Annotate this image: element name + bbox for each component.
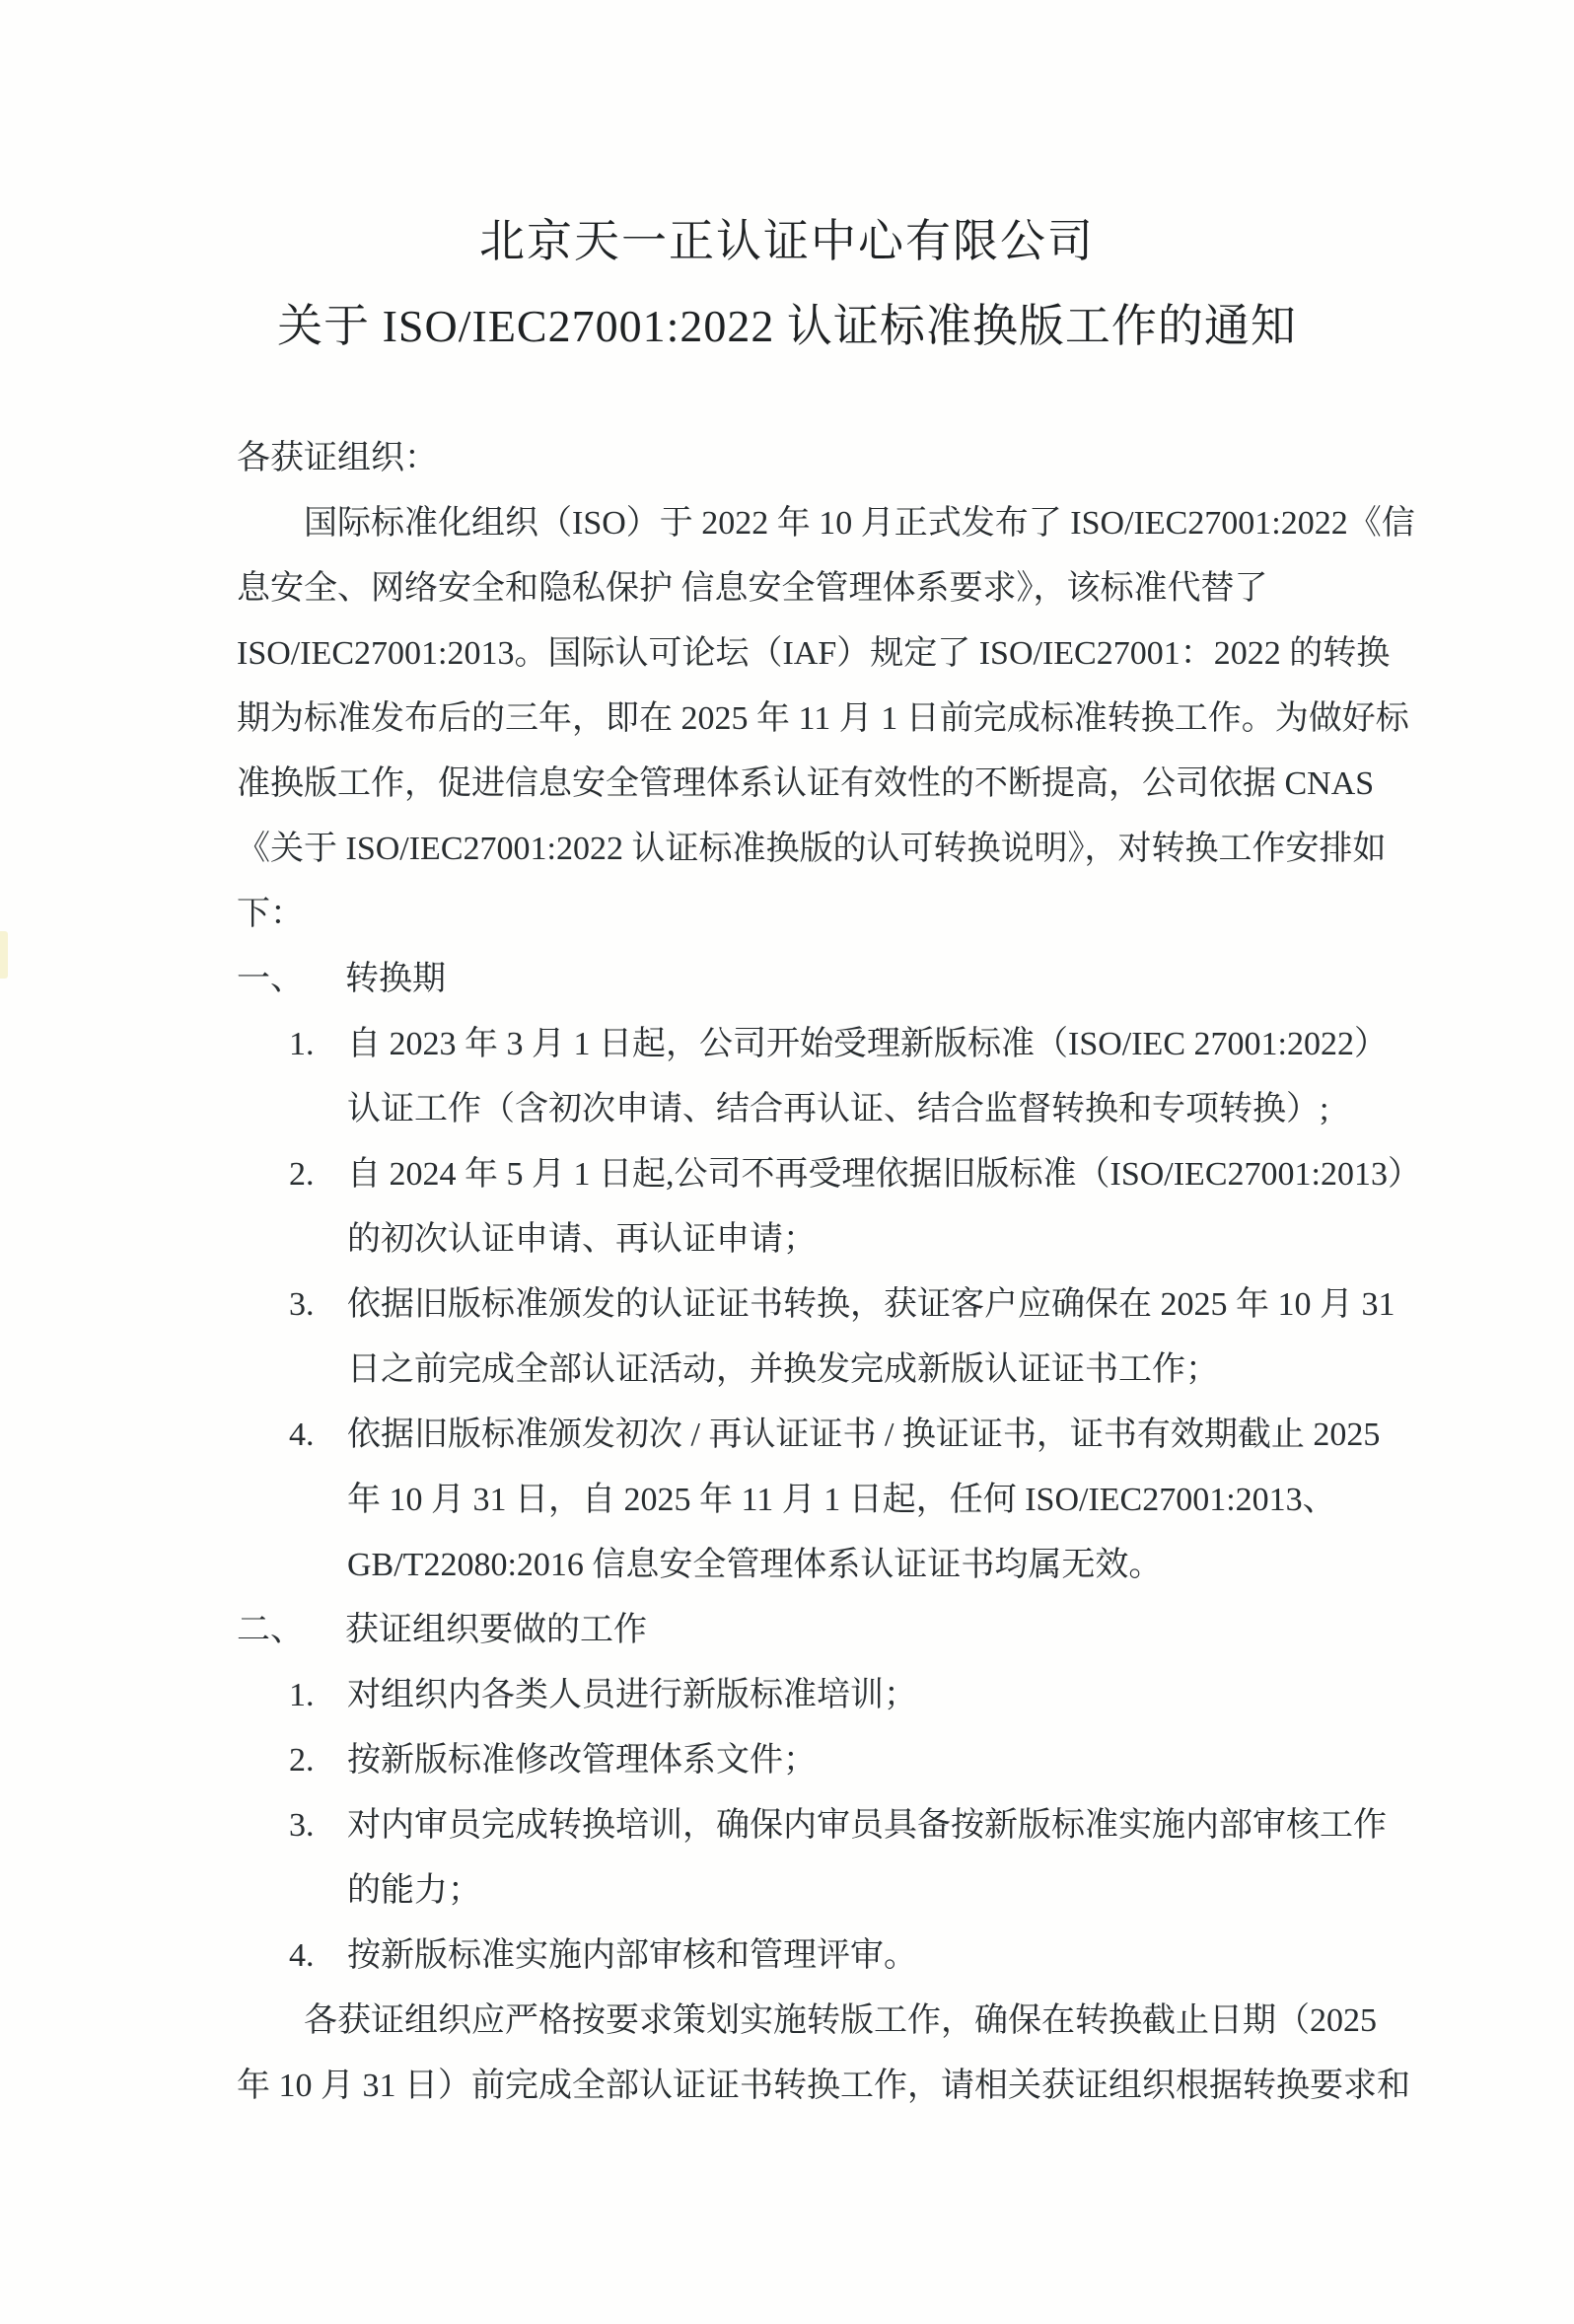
- line-text: 按新版标准实施内部审核和管理评审。: [347, 1937, 917, 1974]
- line-text: 对组织内各类人员进行新版标准培训；: [347, 1677, 917, 1713]
- line-text: 自 2024 年 5 月 1 日起,公司不再受理依据旧版标准（ISO/IEC27001:2013）: [347, 1156, 1421, 1193]
- list-number: 4.: [289, 1937, 315, 1974]
- document-line: [237, 426, 1357, 491]
- document-line: [237, 687, 1409, 752]
- line-text: ISO/IEC27001:2013。国际认可论坛（IAF）规定了 ISO/IEC27001：2022 的转换: [237, 635, 1391, 672]
- section-number: 二、: [237, 1612, 304, 1648]
- line-text: 年 10 月 31 日，自 2025 年 11 月 1 日起，任何 ISO/IEC27001:2013、: [347, 1482, 1336, 1518]
- line-text: 各获证组织应严格按要求策划实施转版工作，确保在转换截止日期（2025: [304, 2002, 1377, 2039]
- document-line: [237, 1468, 1357, 1533]
- list-item-line: [237, 1728, 1357, 1793]
- list-item-line: [237, 1272, 1395, 1338]
- list-number: 3.: [289, 1286, 315, 1323]
- document-line: [237, 2054, 1410, 2119]
- list-item-line: [237, 1663, 1357, 1728]
- document-line: [237, 1858, 1357, 1924]
- section-number: 一、: [237, 961, 304, 997]
- document-line: [237, 1207, 1357, 1272]
- document-body: [237, 426, 1421, 2119]
- list-number: 2.: [289, 1742, 315, 1779]
- list-item-line: [237, 1403, 1381, 1468]
- line-text: 息安全、网络安全和隐私保护 信息安全管理体系要求》，该标准代替了: [237, 570, 1268, 607]
- line-text: 期为标准发布后的三年，即在 2025 年 11 月 1 日前完成标准转换工作。为做好标: [237, 700, 1409, 737]
- line-text: 转换期: [345, 961, 446, 997]
- document-line: [237, 1338, 1357, 1403]
- line-text: 准换版工作，促进信息安全管理体系认证有效性的不断提高，公司依据 CNAS: [237, 765, 1375, 802]
- line-text: 依据旧版标准颁发初次 / 再认证证书 / 换证证书，证书有效期截止 2025: [347, 1416, 1381, 1453]
- list-number: 4.: [289, 1416, 315, 1453]
- section-heading: [237, 947, 1357, 1012]
- company-name-title: 北京天一正认证中心有限公司: [479, 216, 1095, 266]
- document-line: [237, 1989, 1377, 2054]
- line-text: 年 10 月 31 日）前完成全部认证证书转换工作，请相关获证组织根据转换要求和: [237, 2068, 1410, 2104]
- line-text: 依据旧版标准颁发的认证证书转换，获证客户应确保在 2025 年 10 月 31: [347, 1286, 1395, 1323]
- document-line: [237, 491, 1415, 556]
- document-line: [237, 752, 1375, 817]
- list-number: 2.: [289, 1156, 315, 1193]
- scan-artifact-mark: [0, 931, 8, 979]
- list-item-line: [237, 1924, 1357, 1989]
- line-text: 获证组织要做的工作: [345, 1612, 647, 1648]
- line-text: 各获证组织：: [237, 440, 438, 476]
- line-text: 自 2023 年 3 月 1 日起，公司开始受理新版标准（ISO/IEC 27001:2022）: [347, 1026, 1388, 1062]
- line-text: 《关于 ISO/IEC27001:2022 认证标准换版的认可转换说明》，对转换工作安排如: [237, 831, 1387, 867]
- document-line: [237, 1533, 1357, 1598]
- list-number: 3.: [289, 1807, 315, 1844]
- line-text: 对内审员完成转换培训，确保内审员具备按新版标准实施内部审核工作: [347, 1807, 1387, 1844]
- document-line: [237, 621, 1391, 687]
- list-item-line: [237, 1012, 1388, 1077]
- line-text: 的初次认证申请、再认证申请；: [347, 1221, 817, 1258]
- line-text: 日之前完成全部认证活动，并换发完成新版认证证书工作；: [347, 1351, 1219, 1388]
- document-line: [237, 556, 1357, 621]
- line-text: 按新版标准修改管理体系文件；: [347, 1742, 817, 1779]
- line-text: GB/T22080:2016 信息安全管理体系认证证书均属无效。: [347, 1547, 1163, 1583]
- line-text: 的能力；: [347, 1872, 481, 1909]
- document-line: [237, 882, 1357, 947]
- line-text: 下：: [237, 896, 304, 932]
- list-item-line: [237, 1793, 1387, 1858]
- section-heading: [237, 1598, 1357, 1663]
- line-text: 认证工作（含初次申请、结合再认证、结合监督转换和专项转换）;: [347, 1091, 1329, 1127]
- document-line: [237, 817, 1387, 882]
- list-item-line: [237, 1142, 1421, 1207]
- list-number: 1.: [289, 1026, 315, 1062]
- document-line: [237, 1077, 1357, 1142]
- line-text: 国际标准化组织（ISO）于 2022 年 10 月正式发布了 ISO/IEC27001:2022《信: [304, 505, 1415, 542]
- notice-title: 关于 ISO/IEC27001:2022 认证标准换版工作的通知: [277, 301, 1297, 351]
- list-number: 1.: [289, 1677, 315, 1713]
